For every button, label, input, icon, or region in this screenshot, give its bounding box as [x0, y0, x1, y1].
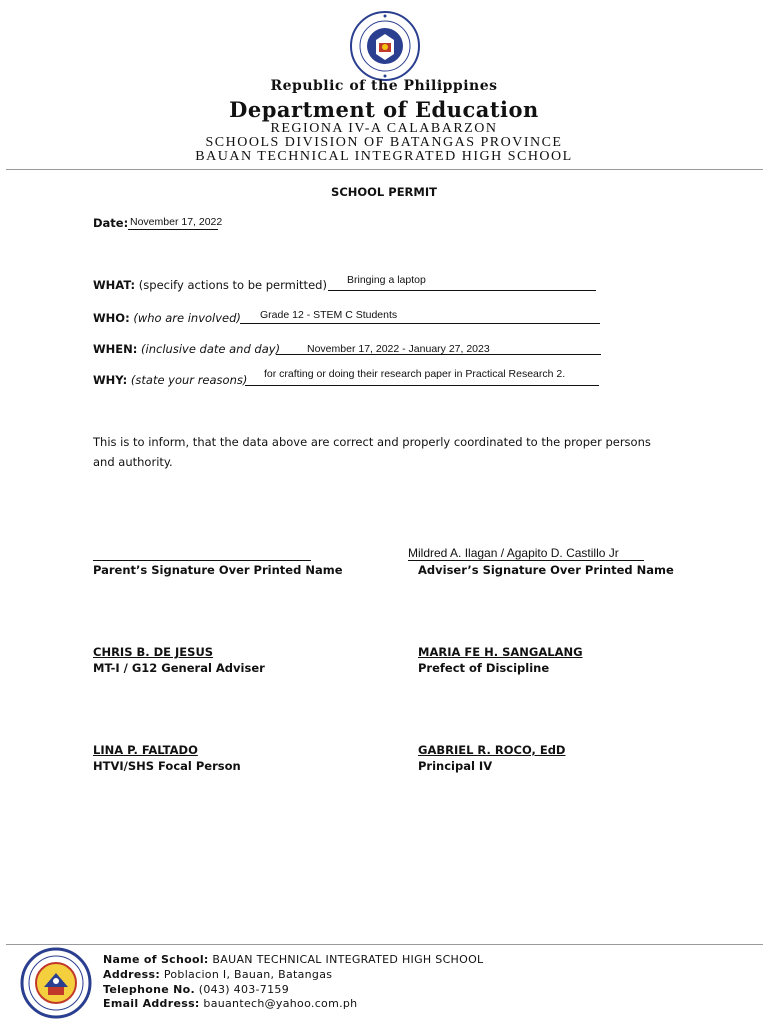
date-label: Date:: [93, 216, 129, 230]
what-value[interactable]: Bringing a laptop: [347, 274, 426, 286]
region-heading: REGIONA IV-A CALABARZON: [270, 121, 498, 136]
school-heading: BAUAN TECHNICAL INTEGRATED HIGH SCHOOL: [195, 149, 573, 164]
signatory-name: MARIA FE H. SANGALANG: [418, 645, 583, 659]
republic-heading: Republic of the Philippines: [270, 78, 498, 94]
adviser-signature-value[interactable]: Mildred A. Ilagan / Agapito D. Castillo Jr: [408, 546, 619, 560]
why-line: [245, 385, 599, 386]
footer-school-name: Name of School: BAUAN TECHNICAL INTEGRATED HIGH SCHOOL: [103, 953, 484, 966]
who-label: WHO: (who are involved): [93, 311, 241, 325]
signatory-role: Prefect of Discipline: [418, 661, 550, 675]
signatory-name: LINA P. FALTADO: [93, 743, 198, 757]
division-heading: SCHOOLS DIVISION OF BATANGAS PROVINCE: [205, 135, 563, 150]
when-value[interactable]: November 17, 2022 - January 27, 2023: [307, 343, 490, 355]
what-label: WHAT: (specify actions to be permitted): [93, 278, 327, 292]
signatory-name: CHRIS B. DE JESUS: [93, 645, 214, 659]
signatory-name: GABRIEL R. ROCO, EdD: [418, 743, 566, 757]
adviser-signature-caption: Adviser’s Signature Over Printed Name: [418, 563, 674, 577]
deped-seal-logo: [349, 10, 421, 82]
parent-signature-line[interactable]: [93, 560, 311, 561]
footer-telephone: Telephone No. (043) 403-7159: [103, 983, 289, 996]
adviser-signature-line: [408, 560, 644, 561]
signatory-role: Principal IV: [418, 759, 493, 773]
school-seal-logo: [20, 947, 92, 1019]
why-label: WHY: (state your reasons): [93, 373, 248, 387]
footer-email: Email Address: bauantech@yahoo.com.ph: [103, 997, 358, 1010]
date-value[interactable]: November 17, 2022: [130, 216, 223, 228]
statement-paragraph: This is to inform, that the data above are correct and properly coordinated to the proper persons and authority.: [93, 435, 651, 469]
header-divider: [6, 169, 763, 170]
who-line: [240, 323, 600, 324]
document-title: SCHOOL PERMIT: [331, 185, 437, 199]
signatory-role: HTVI/SHS Focal Person: [93, 759, 241, 773]
why-value[interactable]: for crafting or doing their research paper in Practical Research 2.: [264, 368, 566, 380]
footer-divider: [6, 944, 763, 945]
footer-address: Address: Poblacion I, Bauan, Batangas: [103, 968, 333, 981]
when-label: WHEN: (inclusive date and day): [93, 342, 281, 356]
signatory-role: MT-I / G12 General Adviser: [93, 661, 265, 675]
what-line: [328, 290, 596, 291]
department-heading: Department of Education: [229, 97, 539, 122]
who-value[interactable]: Grade 12 - STEM C Students: [260, 309, 398, 321]
parent-signature-caption: Parent’s Signature Over Printed Name: [93, 563, 343, 577]
date-line: [128, 229, 218, 230]
